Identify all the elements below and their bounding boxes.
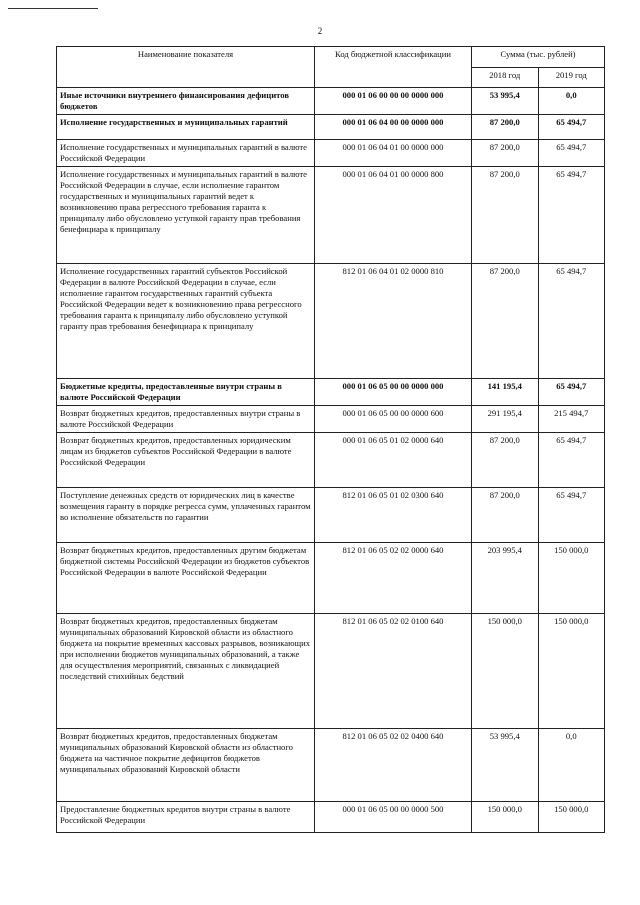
- table-header-row: [57, 47, 605, 68]
- row-value-2019: 150 000,0: [538, 802, 605, 833]
- row-value-2018: 87 200,0: [472, 433, 539, 488]
- row-name: Исполнение государственных гарантий субъектов Российской Федерации в валюте Российской Федерации в случае, если исполнение гарантом государственных гарантий субъекта Российской Федерации ведет к возникновению права регрессного требования гаранта к принципалу либо обусловлено уступкой гаранту прав требования бенефициара к принципалу: [57, 264, 315, 379]
- table-row: [57, 379, 605, 406]
- row-code: 812 01 06 05 02 02 0400 640: [315, 729, 472, 802]
- table-row: [57, 614, 605, 729]
- table-row: [57, 264, 605, 379]
- row-code: 000 01 06 04 00 00 0000 000: [315, 115, 472, 140]
- row-value-2018: 291 195,4: [472, 406, 539, 433]
- row-name: Возврат бюджетных кредитов, предоставленных бюджетам муниципальных образований Кировской области из областного бюджета на покрытие временных кассовых разрывов, возникающих при исполнении бюджетов муниципальных образований, а также для осуществления мероприятий, связанных с ликвидацией последствий стихийных бедствий: [57, 614, 315, 729]
- table-row: [57, 433, 605, 488]
- row-value-2019: 65 494,7: [538, 379, 605, 406]
- row-name: Предоставление бюджетных кредитов внутри страны в валюте Российской Федерации: [57, 802, 315, 833]
- row-code: 000 01 06 05 01 02 0000 640: [315, 433, 472, 488]
- row-value-2018: 203 995,4: [472, 543, 539, 614]
- row-name: Поступление денежных средств от юридических лиц в качестве возмещения гаранту в порядке регресса сумм, уплаченных гарантом во исполнение обязательств по гарантии: [57, 488, 315, 543]
- row-code: 000 01 06 05 00 00 0000 600: [315, 406, 472, 433]
- row-value-2019: 65 494,7: [538, 264, 605, 379]
- page-number: 2: [317, 26, 323, 36]
- row-value-2019: 0,0: [538, 88, 605, 115]
- header-year-2019: 2019 год: [538, 67, 605, 88]
- row-code: 000 01 06 04 01 00 0000 800: [315, 167, 472, 264]
- row-value-2018: 87 200,0: [472, 167, 539, 264]
- row-value-2019: 65 494,7: [538, 433, 605, 488]
- table-row: [57, 543, 605, 614]
- row-value-2019: 150 000,0: [538, 614, 605, 729]
- row-name: Возврат бюджетных кредитов, предоставленных бюджетам муниципальных образований Кировской области из областного бюджета на частичное покрытие дефицитов бюджетов муниципальных образований Кировской области: [57, 729, 315, 802]
- row-code: 812 01 06 04 01 02 0000 810: [315, 264, 472, 379]
- row-code: 000 01 06 05 00 00 0000 000: [315, 379, 472, 406]
- header-year-2018: 2018 год: [472, 67, 539, 88]
- row-name: Исполнение государственных и муниципальных гарантий: [57, 115, 315, 140]
- row-code: 000 01 06 00 00 00 0000 000: [315, 88, 472, 115]
- row-value-2019: 65 494,7: [538, 488, 605, 543]
- row-value-2018: 87 200,0: [472, 140, 539, 167]
- row-value-2018: 150 000,0: [472, 802, 539, 833]
- row-value-2018: 87 200,0: [472, 264, 539, 379]
- table-row: [57, 802, 605, 833]
- row-value-2018: 150 000,0: [472, 614, 539, 729]
- top-rule: [8, 8, 98, 9]
- row-code: 812 01 06 05 01 02 0300 640: [315, 488, 472, 543]
- row-code: 000 01 06 04 01 00 0000 000: [315, 140, 472, 167]
- header-code: Код бюджетной классификации: [315, 47, 472, 88]
- row-code: 000 01 06 05 00 00 0000 500: [315, 802, 472, 833]
- row-name: Возврат бюджетных кредитов, предоставленных другим бюджетам бюджетной системы Российской Федерации из бюджетов субъектов Российской Федерации в валюте Российской Федерации: [57, 543, 315, 614]
- row-value-2018: 87 200,0: [472, 115, 539, 140]
- row-name: Возврат бюджетных кредитов, предоставленных юридическим лицам из бюджетов субъектов Российской Федерации в валюте Российской Федерации: [57, 433, 315, 488]
- table-row: [57, 167, 605, 264]
- header-name: Наименование показателя: [57, 47, 315, 88]
- row-value-2019: 215 494,7: [538, 406, 605, 433]
- row-value-2019: 65 494,7: [538, 167, 605, 264]
- row-name: Иные источники внутреннего финансирования дефицитов бюджетов: [57, 88, 315, 115]
- row-name: Исполнение государственных и муниципальных гарантий в валюте Российской Федерации: [57, 140, 315, 167]
- row-value-2018: 53 995,4: [472, 88, 539, 115]
- row-value-2019: 65 494,7: [538, 140, 605, 167]
- table-row: [57, 488, 605, 543]
- table-row: [57, 140, 605, 167]
- table-row: [57, 406, 605, 433]
- row-value-2019: 65 494,7: [538, 115, 605, 140]
- row-name: Бюджетные кредиты, предоставленные внутри страны в валюте Российской Федерации: [57, 379, 315, 406]
- row-value-2018: 87 200,0: [472, 488, 539, 543]
- table-row: [57, 729, 605, 802]
- row-value-2019: 150 000,0: [538, 543, 605, 614]
- row-code: 812 01 06 05 02 02 0000 640: [315, 543, 472, 614]
- row-value-2018: 53 995,4: [472, 729, 539, 802]
- row-value-2018: 141 195,4: [472, 379, 539, 406]
- budget-sources-table: [56, 46, 605, 833]
- row-name: Исполнение государственных и муниципальных гарантий в валюте Российской Федерации в случае, если исполнение гарантом государственных и муниципальных гарантий ведет к возникновению права регрессного требования гаранта к принципалу либо обусловлено уступкой гаранту прав требования бенефициара к принципалу: [57, 167, 315, 264]
- row-code: 812 01 06 05 02 02 0100 640: [315, 614, 472, 729]
- header-sum: Сумма (тыс. рублей): [472, 47, 605, 68]
- row-name: Возврат бюджетных кредитов, предоставленных внутри страны в валюте Российской Федерации: [57, 406, 315, 433]
- table-row: [57, 88, 605, 115]
- row-value-2019: 0,0: [538, 729, 605, 802]
- table-row: [57, 115, 605, 140]
